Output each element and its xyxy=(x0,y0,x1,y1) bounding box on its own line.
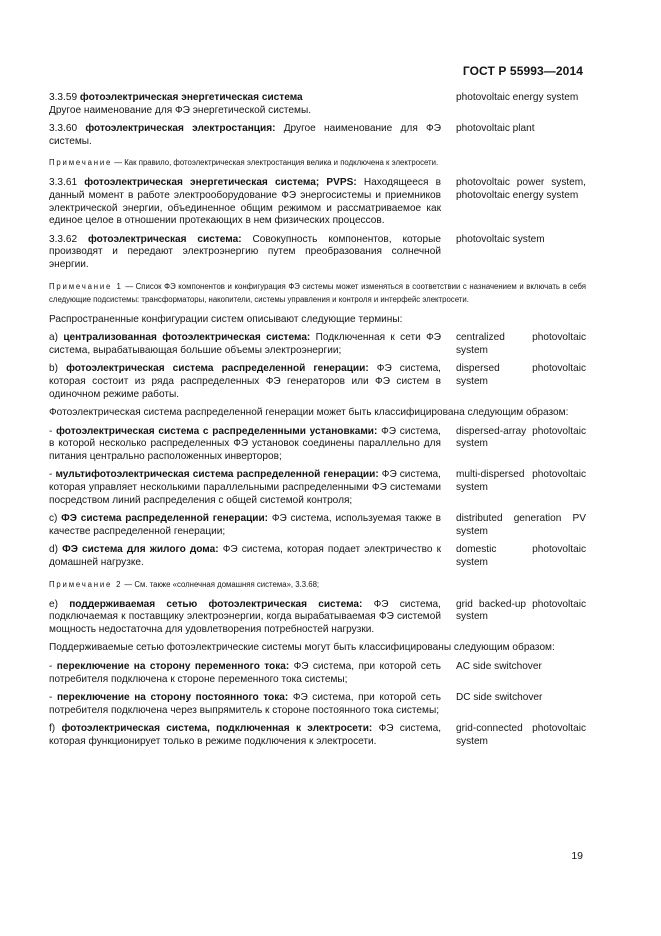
term-text: ФЭ система, подключаемая к поставщику электроэнергии, когда вырабатываемая ФЭ системой мощность недостаточна для удовлетворения потребностей нагрузки. xyxy=(49,598,441,635)
term-definition xyxy=(49,363,441,401)
term-name: фотоэлектрическая система, подключенная к электросети: xyxy=(61,723,373,735)
term-entry xyxy=(49,123,586,148)
term-entry xyxy=(49,332,586,357)
term-entry xyxy=(49,177,586,227)
term-text: Подключенная к сети ФЭ система, вырабатывающая большие объемы электроэнергии; xyxy=(49,332,441,356)
term-name: фотоэлектрическая энергетическая система; PVPS: xyxy=(84,177,357,189)
term-text: ФЭ система, которая управляет несколькими параллельными распределенными ФЭ системами посредством линий распределения с общей системой контроля; xyxy=(49,469,441,506)
document-header: ГОСТ Р 55993—2014 xyxy=(462,64,583,78)
term-english: centralized photovoltaic system xyxy=(456,332,586,356)
term-entry xyxy=(49,426,586,464)
term-text: ФЭ система, используемая также в качестве распределенной генерации; xyxy=(49,513,441,537)
list-prefix: a) xyxy=(49,332,58,344)
term-name: ФЭ система для жилого дома: xyxy=(62,544,219,556)
term-text: ФЭ система, в которой несколько распределенных ФЭ установок соединены параллельно для питания центрально расположенных инверторов; xyxy=(49,425,441,462)
term-number: 3.3.59 xyxy=(49,92,78,103)
term-english: distributed generation PV system xyxy=(456,513,586,537)
term-name: поддерживаемая сетью фотоэлектрическая система: xyxy=(69,598,363,610)
term-definition xyxy=(49,92,441,117)
term-entry xyxy=(49,723,586,748)
term-entry xyxy=(49,544,586,569)
note-label: Примечание xyxy=(49,158,113,168)
term-name: фотоэлектрическая система: xyxy=(87,233,242,245)
term-number: 3.3.62 xyxy=(49,233,78,245)
term-name: фотоэлектрическая энергетическая система xyxy=(79,92,303,103)
term-english: photovoltaic plant xyxy=(456,123,535,135)
term-definition xyxy=(49,723,441,748)
paragraph: Распространенные конфигурации систем описывают следующие термины: xyxy=(49,313,403,325)
term-definition xyxy=(49,661,441,686)
note xyxy=(49,280,586,306)
term-definition xyxy=(49,234,441,272)
term-definition xyxy=(49,469,441,507)
term-entry xyxy=(49,92,586,117)
term-name: переключение на сторону постоянного тока: xyxy=(56,692,289,704)
term-definition xyxy=(49,332,441,357)
term-text: ФЭ система, при которой сеть потребителя подключена к стороне переменного тока системы; xyxy=(49,661,441,685)
note xyxy=(49,156,586,169)
term-text: Находящееся в данный момент в работе электрооборудование ФЭ энергосистемы и приемников электрической энергии, объединенное общим режимом и рассматриваемое как единое целое в отношении протекающих в нем физических процессов. xyxy=(49,177,441,227)
document-body xyxy=(49,92,586,755)
note-label: Примечание 1 xyxy=(49,281,123,291)
page-number: 19 xyxy=(571,850,583,862)
paragraph: Фотоэлектрическая система распределенной генерации может быть классифицирована следующим образом: xyxy=(49,407,569,419)
note-text: — См. также «солнечная домашняя система», 3.3.68; xyxy=(122,579,320,589)
term-english: grid-connected photovoltaic system xyxy=(456,723,586,747)
term-text: Другое наименование для ФЭ энергетической системы. xyxy=(49,104,312,116)
term-name: фотоэлектрическая электростанция: xyxy=(85,123,276,135)
term-text: Совокупность компонентов, которые производят и передают электроэнергию путем преобразования солнечной энергии. xyxy=(49,233,441,270)
list-prefix: - xyxy=(49,692,53,704)
term-entry xyxy=(49,469,586,507)
term-english: AC side switchover xyxy=(456,661,542,672)
term-english: multi-dispersed photovoltaic system xyxy=(456,469,586,494)
term-text: Другое наименование для ФЭ системы. xyxy=(49,123,441,147)
term-name: ФЭ система распределенной генерации: xyxy=(61,513,269,525)
term-english: dispersed photovoltaic system xyxy=(456,363,586,387)
term-definition xyxy=(49,177,441,227)
term-definition xyxy=(49,513,441,538)
term-english: DC side switchover xyxy=(456,692,543,704)
term-english: photovoltaic system xyxy=(456,233,545,245)
list-prefix: d) xyxy=(49,544,58,556)
list-prefix: - xyxy=(49,661,53,672)
term-entry xyxy=(49,363,586,401)
term-text: ФЭ система, которая состоит из ряда распределенных ФЭ генераторов или ФЭ систем в одиночном режиме работы. xyxy=(49,363,441,400)
note xyxy=(49,578,586,591)
list-prefix: e) xyxy=(49,598,58,610)
list-prefix: f) xyxy=(49,723,56,735)
term-name: фотоэлектрическая система с распределенными установками: xyxy=(56,425,378,437)
term-entry xyxy=(49,661,586,686)
term-english: photovoltaic energy system xyxy=(456,92,579,103)
note-text: — Как правило, фотоэлектрическая электростанция велика и подключена к электросети. xyxy=(112,158,439,168)
term-definition xyxy=(49,544,441,569)
list-prefix: c) xyxy=(49,513,58,525)
list-prefix: - xyxy=(49,469,53,481)
term-number: 3.3.61 xyxy=(49,177,78,189)
term-english: photovoltaic power system, photovoltaic energy system xyxy=(456,177,586,201)
term-definition xyxy=(49,426,441,464)
term-text: ФЭ система, которая подает электричество к домашней нагрузке. xyxy=(49,544,441,569)
term-name: мультифотоэлектрическая система распределенной генерации: xyxy=(55,469,379,481)
term-name: централизованная фотоэлектрическая система: xyxy=(63,332,311,344)
term-english: domestic photovoltaic system xyxy=(456,544,586,569)
term-text: ФЭ система, при которой сеть потребителя подключена через выпрямитель к стороне постоянного тока системы; xyxy=(49,692,442,716)
term-entry xyxy=(49,599,586,637)
term-name: фотоэлектрическая система распределенной генерации: xyxy=(66,363,369,375)
term-entry xyxy=(49,692,586,717)
term-definition xyxy=(49,123,441,148)
term-definition xyxy=(49,599,441,637)
term-english: dispersed-array photovoltaic system xyxy=(456,425,586,450)
paragraph: Поддерживаемые сетью фотоэлектрические системы могут быть классифицированы следующим образом: xyxy=(49,642,555,654)
term-entry xyxy=(49,234,586,272)
note-label: Примечание 2 xyxy=(49,579,123,589)
term-entry xyxy=(49,513,586,538)
list-prefix: - xyxy=(49,425,53,437)
term-english: grid backed-up photovoltaic system xyxy=(456,598,586,623)
note-text: — Список ФЭ компонентов и конфигурация ФЭ системы может изменяться в соответствии с назначением и включать в себя следующие подсистемы: трансформаторы, накопители, системы управления и контроля и интерфейс электросети. xyxy=(49,281,586,304)
term-text: ФЭ система, которая функционирует только в режиме подключения к электросети. xyxy=(49,723,441,747)
list-prefix: b) xyxy=(49,363,58,375)
term-name: переключение на сторону переменного тока: xyxy=(56,661,290,672)
term-definition xyxy=(49,692,441,717)
term-number: 3.3.60 xyxy=(49,123,78,135)
